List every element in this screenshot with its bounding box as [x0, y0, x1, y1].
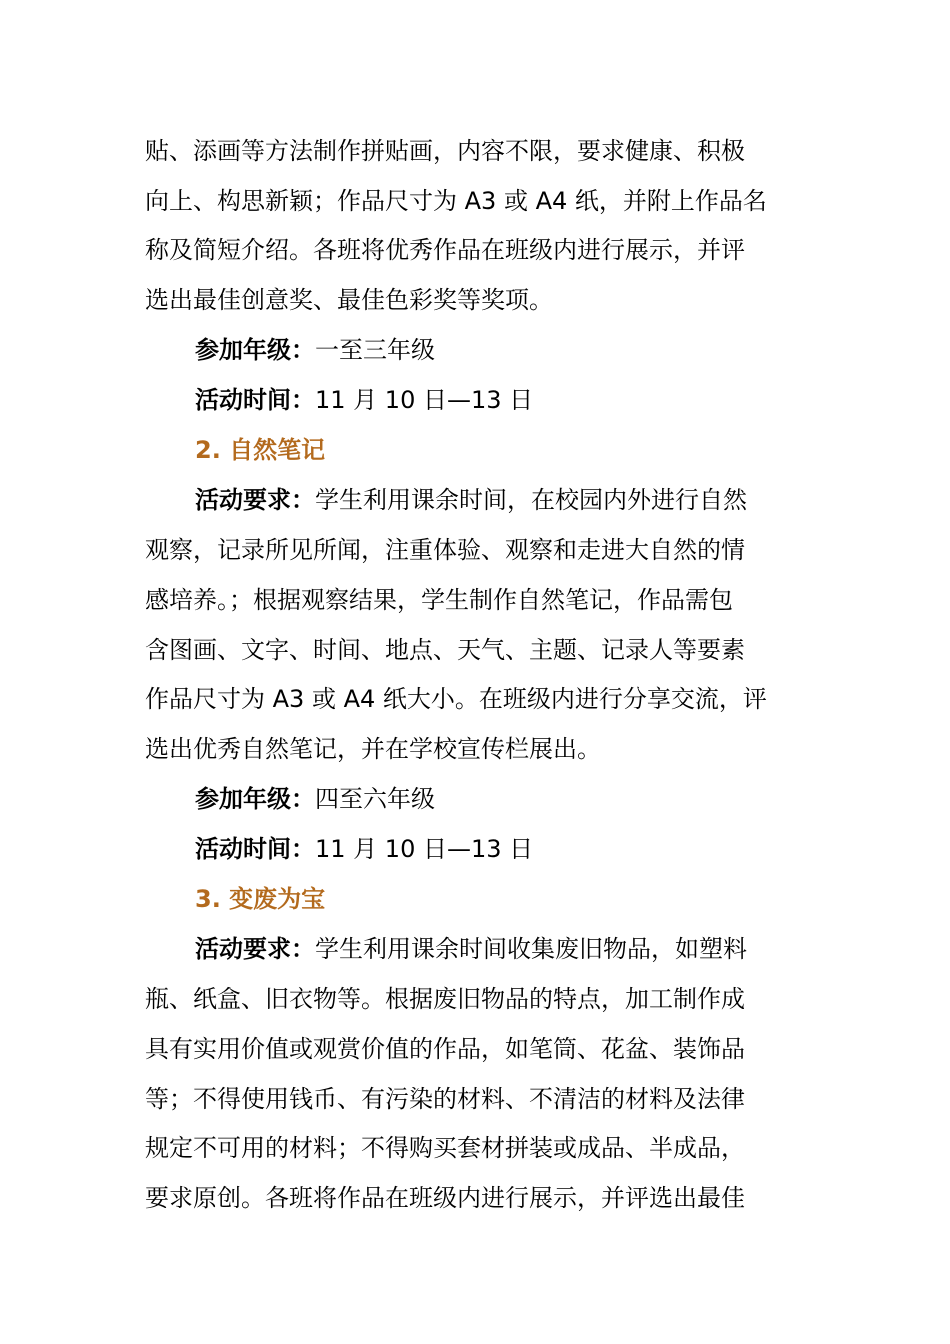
section-heading: 3. 变废为宝	[195, 885, 326, 913]
requirement-text: 学生利用课余时间，在校园内外进行自然	[315, 486, 747, 514]
paragraph-line: 选出优秀自然笔记，并在学校宣传栏展出。	[145, 735, 601, 763]
paragraph-line: 感培养。；根据观察结果，学生制作自然笔记，作品需包	[145, 586, 733, 614]
paragraph-line: 向上、构思新颖；作品尺寸为 A3 或 A4 纸，并附上作品名	[145, 187, 767, 215]
section-heading: 2. 自然笔记	[195, 436, 326, 464]
paragraph-line: 称及简短介绍。各班将优秀作品在班级内进行展示，并评	[145, 236, 745, 264]
paragraph-line: 瓶、纸盒、旧衣物等。根据废旧物品的特点，加工制作成	[145, 985, 745, 1013]
requirement-line	[195, 484, 747, 516]
grade-line	[195, 334, 435, 366]
paragraph-line: 贴、添画等方法制作拼贴画，内容不限，要求健康、积极	[145, 137, 745, 165]
time-line	[195, 833, 533, 865]
grade-value: 一至三年级	[315, 336, 435, 364]
paragraph-line: 作品尺寸为 A3 或 A4 纸大小。在班级内进行分享交流，评	[145, 685, 767, 713]
grade-label: 参加年级：	[195, 785, 315, 813]
grade-value: 四至六年级	[315, 785, 435, 813]
requirement-text: 学生利用课余时间收集废旧物品，如塑料	[315, 935, 747, 963]
grade-label: 参加年级：	[195, 336, 315, 364]
time-value: 11 月 10 日—13 日	[315, 386, 534, 414]
paragraph-line: 要求原创。各班将作品在班级内进行展示，并评选出最佳	[145, 1184, 745, 1212]
requirement-label: 活动要求：	[195, 935, 315, 963]
paragraph-line: 含图画、文字、时间、地点、天气、主题、记录人等要素	[145, 636, 745, 664]
time-label: 活动时间：	[195, 386, 315, 414]
time-label: 活动时间：	[195, 835, 315, 863]
time-line	[195, 384, 533, 416]
time-value: 11 月 10 日—13 日	[315, 835, 534, 863]
paragraph-line: 观察，记录所见所闻，注重体验、观察和走进大自然的情	[145, 536, 745, 564]
grade-line	[195, 783, 435, 815]
paragraph-line: 等；不得使用钱币、有污染的材料、不清洁的材料及法律	[145, 1085, 745, 1113]
paragraph-line: 具有实用价值或观赏价值的作品，如笔筒、花盆、装饰品	[145, 1035, 745, 1063]
paragraph-line: 规定不可用的材料；不得购买套材拼装或成品、半成品，	[145, 1134, 745, 1162]
requirement-label: 活动要求：	[195, 486, 315, 514]
requirement-line	[195, 933, 747, 965]
paragraph-line: 选出最佳创意奖、最佳色彩奖等奖项。	[145, 286, 553, 314]
